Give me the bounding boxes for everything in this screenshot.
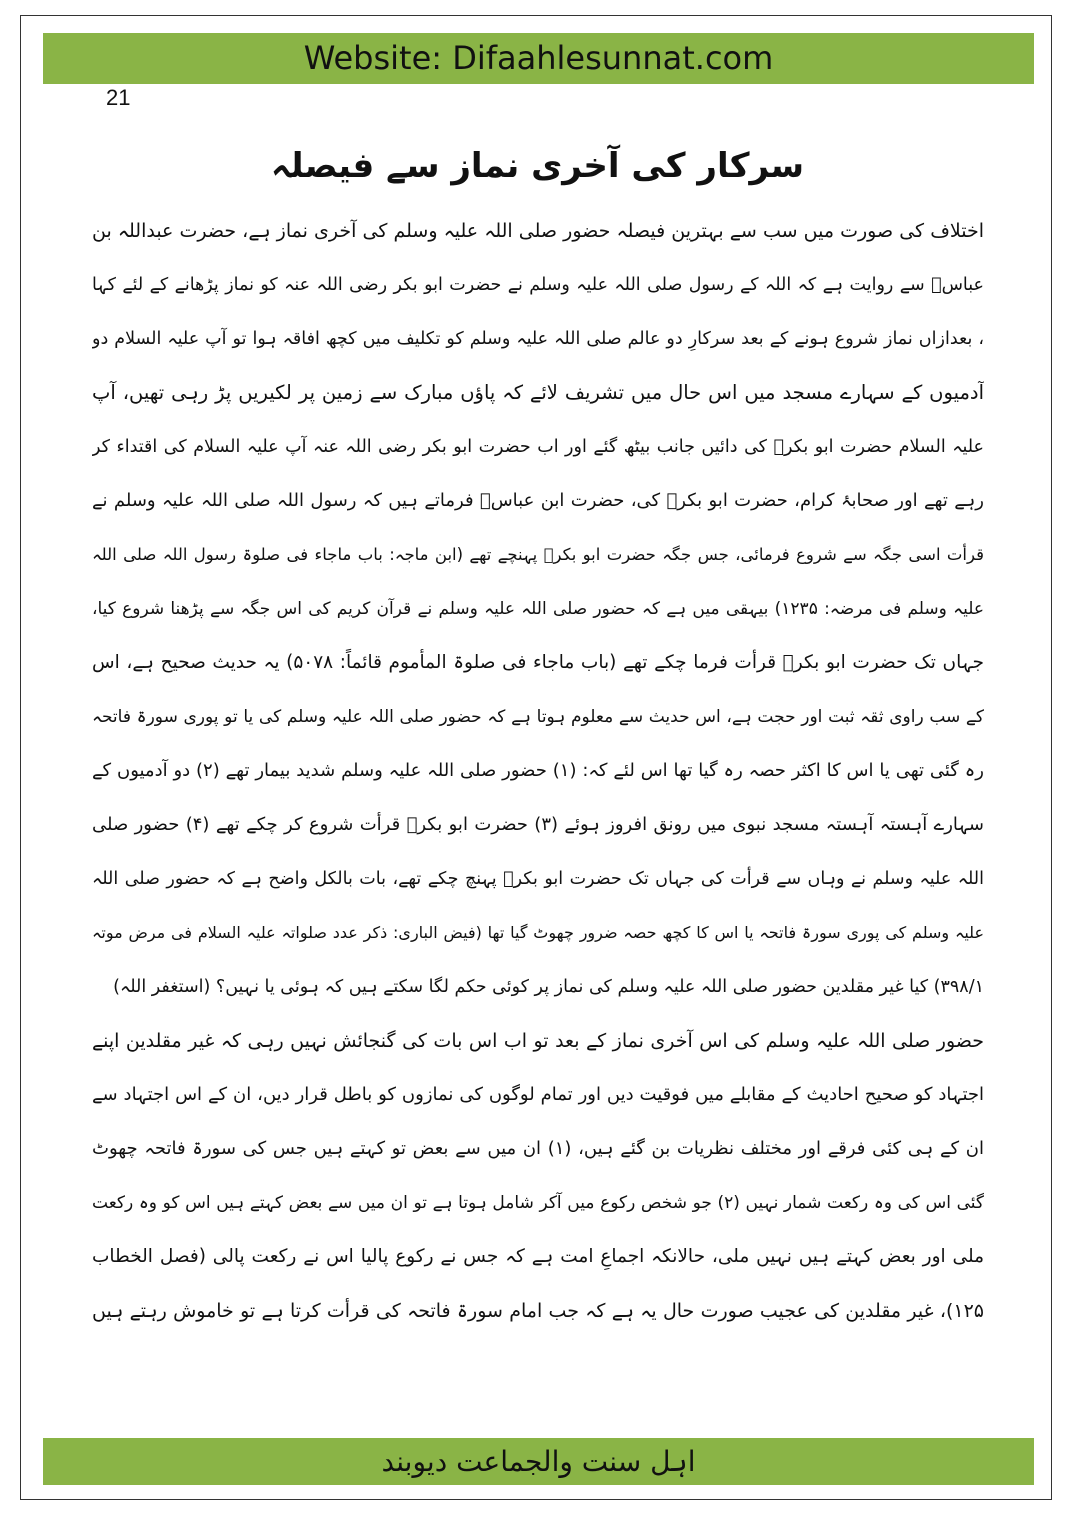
text-line: اجتہاد کو صحیح احادیث کے مقابلے میں فوقیت دیں اور تمام لوگوں کی نمازوں کو باطل قرار دیں، ان کے اس اجتہاد سے <box>92 1084 984 1105</box>
body-text <box>92 204 984 1338</box>
footer-text: اہل سنت والجماعت دیوبند <box>381 1445 696 1478</box>
text-line: آدمیوں کے سہارے مسجد میں اس حال میں تشریف لائے کہ پاؤں مبارک سے زمین پر لکیریں پڑ رہی تھیں، آپ <box>92 381 984 404</box>
text-line: اختلاف کی صورت میں سب سے بہترین فیصلہ حضور صلی اللہ علیہ وسلم کی آخری نماز ہے، حضرت عبداللہ بن <box>92 220 984 242</box>
text-line: حضور صلی اللہ علیہ وسلم کی اس آخری نماز کے بعد تو اب اس بات کی گنجائش نہیں رہی کہ غیر مقلدین اپنے <box>92 1030 984 1052</box>
text-line: ملی اور بعض کہتے ہیں نہیں ملی، حالانکہ اجماعِ امت ہے کہ جس نے رکوع پالیا اس نے رکعت پالی (فصل الخطاب <box>92 1246 984 1267</box>
text-line: قرأت اسی جگہ سے شروع فرمائی، جس جگہ حضرت ابو بکرؓ پہنچے تھے (ابن ماجہ: باب ماجاء فی صلوۃ رسول اللہ صلی اللہ <box>92 545 984 564</box>
text-line: علیہ وسلم کی پوری سورۃ فاتحہ یا اس کا کچھ حصہ ضرور چھوٹ گیا تھا (فیض الباری: ذکر عدد صلواتہ علیہ السلام فی مرض موتہ <box>92 923 984 942</box>
text-line: ، بعدازاں نماز شروع ہونے کے بعد سرکارِ دو عالم صلی اللہ علیہ وسلم کو تکلیف میں کچھ افاقہ ہوا تو آپ علیہ السلام دو <box>92 329 984 349</box>
text-line: رہے تھے اور صحابۂ کرام، حضرت ابو بکرؓ کی، حضرت ابن عباسؓ فرماتے ہیں کہ رسول اللہ صلی اللہ علیہ وسلم نے <box>92 490 984 511</box>
text-line: جہاں تک حضرت ابو بکرؓ قرأت فرما چکے تھے (باب ماجاء فی صلوۃ المأموم قائماً: ۵۰۷۸) یہ حدیث صحیح ہے، اس <box>92 652 984 673</box>
text-line: کے سب راوی ثقہ ثبت اور حجت ہے، اس حدیث سے معلوم ہوتا ہے کہ حضور صلی اللہ علیہ وسلم کی یا تو پوری سورۃ فاتحہ <box>92 707 984 727</box>
text-line: ۳۹۸/۱) کیا غیر مقلدین حضور صلی اللہ علیہ وسلم کی نماز پر کوئی حکم لگا سکتے ہیں کہ ہوئی یا نہیں؟ (استغفر اللہ) <box>113 977 984 997</box>
page-title: سرکار کی آخری نماز سے فیصلہ <box>270 146 805 186</box>
text-line: علیہ السلام حضرت ابو بکرؓ کی دائیں جانب بیٹھ گئے اور اب حضرت ابو بکر رضی اللہ عنہ آپ علیہ السلام کی اقتداء کر <box>92 437 984 457</box>
text-line: سہارے آہستہ آہستہ مسجد نبوی میں رونق افروز ہوئے (۳) حضرت ابو بکرؓ قرأت شروع کر چکے تھے (۴) حضور صلی <box>92 814 984 835</box>
page-number: 21 <box>106 85 131 110</box>
text-line: ان کے ہی کئی فرقے اور مختلف نظریات بن گئے ہیں، (۱) ان میں سے بعض تو کہتے ہیں جس کی سورۃ فاتحہ چھوٹ <box>92 1138 984 1159</box>
text-line: رہ گئی تھی یا اس کا اکثر حصہ رہ گیا تھا اس لئے کہ: (۱) حضور صلی اللہ علیہ وسلم شدید بیمار تھے (۲) دو آدمیوں کے <box>92 760 984 781</box>
website-header: Website: Difaahlesunnat.com <box>303 39 774 77</box>
text-line: گئی اس کی وہ رکعت شمار نہیں (۲) جو شخص رکوع میں آکر شامل ہوتا ہے تو ان میں سے بعض کہتے ہیں اس کو وہ رکعت <box>92 1193 984 1213</box>
text-line: عباسؓ سے روایت ہے کہ اللہ کے رسول صلی اللہ علیہ وسلم نے حضرت ابو بکر رضی اللہ عنہ کو نماز پڑھانے کے لئے کہا <box>92 275 984 295</box>
text-line: ۱۲۵)، غیر مقلدین کی عجیب صورت حال یہ ہے کہ جب امام سورۃ فاتحہ کی قرأت کرتا ہے تو خاموش رہتے ہیں <box>92 1300 984 1322</box>
footer-band <box>43 1438 1034 1485</box>
website-header-band <box>43 33 1034 84</box>
text-line: اللہ علیہ وسلم نے وہاں سے قرأت کی جہاں تک حضرت ابو بکرؓ پہنچ چکے تھے، بات بالکل واضح ہے کہ حضور صلی اللہ <box>92 869 984 889</box>
text-line: علیہ وسلم فی مرضہ: ۱۲۳۵) بیہقی میں ہے کہ حضور صلی اللہ علیہ وسلم نے قرآن کریم کی اس جگہ سے پڑھنا شروع کیا، <box>92 599 984 619</box>
